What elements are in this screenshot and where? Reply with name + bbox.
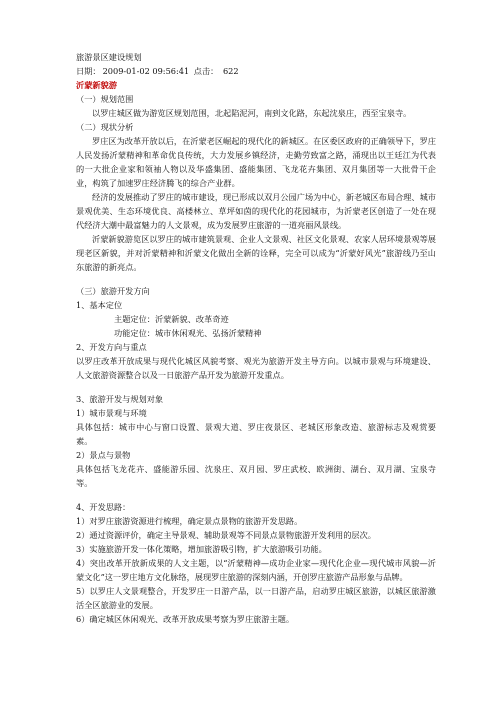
spacer: [76, 382, 436, 392]
b4-item-1: 1）对罗庄旅游资源进行梳理，确定景点景物的旅游开发思路。: [76, 516, 303, 526]
b1-line-2: 功能定位：城市休闲观光、弘扬沂蒙精神: [114, 328, 262, 338]
s3-heading: （三）旅游开发方向: [76, 286, 150, 296]
b3-item-1: 1）城市景观与环境: [76, 408, 147, 418]
s1-heading: （一）规划范围: [76, 94, 134, 104]
b4-item-5: 5）以罗庄人文景观整合，开发罗庄一日游产品，以一日游产品，启动罗庄城区旅游，以城区旅游激活全区旅游业的发展。: [76, 586, 436, 610]
b4-heading: 4、开发思路：: [76, 502, 131, 512]
section-title: 沂蒙新貌游: [76, 80, 117, 90]
date-label: 日期：: [76, 66, 101, 76]
doc-meta: [76, 64, 436, 78]
s2-heading: （二）现状分析: [76, 122, 134, 132]
b4-item-6: 6）确定城区休闲观光、改革开放成果考察为罗庄旅游主题。: [76, 614, 295, 624]
b1-heading: 1、基本定位: [76, 300, 123, 310]
s1-text: 以罗庄城区做为游览区规划范围，北起陷泥河，南到文化路，东起沈泉庄，西至宝泉寺。: [92, 108, 412, 118]
b3-item-2: 2）景点与景物: [76, 450, 131, 460]
b4-item-4: 4）突出改革开放新成果的人文主题，以“沂蒙精神—成功企业家—现代化企业—现代城市风貌—沂蒙文化”这一罗庄地方文化脉络，展现罗庄旅游的深刻内涵，开创罗庄旅游产品形象与品牌。: [76, 558, 436, 582]
b2-text: 以罗庄改革开放成果与现代化城区风貌考察、观光为旅游开发主导方向。以城市景观与环境建设、人文旅游资源整合以及一日旅游产品开发为旅游开发重点。: [76, 356, 436, 380]
b3-heading: 3、旅游开发与规划对象: [76, 394, 164, 404]
b2-heading: 2、开发方向与重点: [76, 342, 147, 352]
clicks-label: 点击：: [193, 66, 219, 76]
s2-paragraph-1: 罗庄区为改革开放以后，在沂蒙老区崛起的现代化的新城区。在区委区政府的正确领导下，罗庄人民发扬沂蒙精神和革命优良传统，大力发展乡镇经济，走勤劳致富之路，涌现出以王廷江为代表的一大批企业家和领袖人物以及华盛集团、盛能集团、飞龙花卉集团、双月集团等一大批骨干企业，构筑了加速罗庄经济腾飞的综合产业群。: [76, 136, 436, 188]
b3-item-1-text: 具体包括：城市中心与窗口设置、景观大道、罗庄夜景区、老城区形象改造、旅游标志及观赏要素。: [76, 422, 436, 446]
clicks-value: 622: [222, 66, 239, 76]
b4-item-2: 2）通过资源评价，确定主导景观、辅助景观等不同景点景物旅游开发利用的层次。: [76, 530, 376, 540]
b4-item-3: 3）实施旅游开发一体化策略，增加旅游吸引物，扩大旅游吸引功能。: [76, 544, 327, 554]
b3-item-2-text: 具体包括飞龙花卉、盛能游乐园、沈泉庄、双月园、罗庄武校、欧洲街、湖台、双月湖、宝泉寺等。: [76, 464, 436, 488]
b1-line-1: 主题定位：沂蒙新貌、改革奇迹: [114, 314, 229, 324]
date-value: 2009-01-02 09:56:41: [102, 66, 190, 76]
s2-paragraph-2: 经济的发展推动了罗庄的城市建设，现已形成以双月公园广场为中心，新老城区布局合理、城市景观优美、生态环境优良、高楼林立、草坪如茵的现代化的花园城市，为沂蒙老区创造了一处在现代经济大潮中最富魅力的人文景观，成为发展罗庄旅游的一道亮丽风景线。: [76, 192, 436, 230]
spacer: [76, 274, 436, 284]
s2-paragraph-3: 沂蒙新貌游览区以罗庄的城市建筑景观、企业人文景观、社区文化景观、农家人居环境景观等展现老区新貌，并对沂蒙精神和沂蒙文化做出全新的诠释，完全可以成为“沂蒙好风光”旅游线乃至山东旅游的新亮点。: [76, 234, 436, 272]
spacer: [76, 490, 436, 500]
doc-title: 旅游景区建设规划: [76, 52, 142, 62]
